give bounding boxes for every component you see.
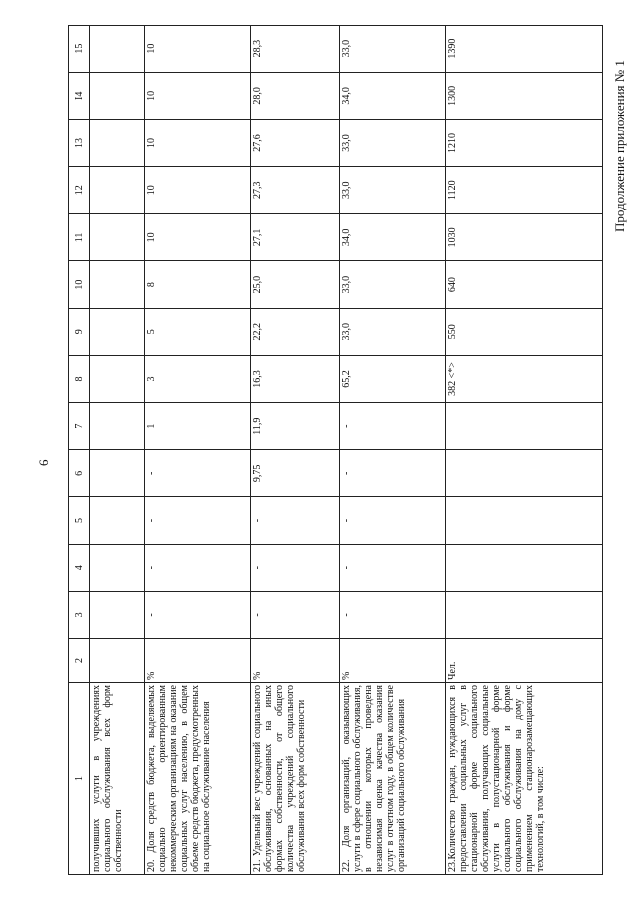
value-cell: -	[145, 450, 251, 497]
value-cell: 3	[145, 355, 251, 402]
value-cell	[90, 167, 145, 214]
value-cell: 5	[145, 308, 251, 355]
table-header-row	[69, 25, 90, 874]
appendix-continuation-note: Продолжение приложения № 1	[612, 60, 627, 232]
value-cell: 27,1	[251, 214, 340, 261]
value-cell: -	[145, 497, 251, 544]
value-cell	[90, 355, 145, 402]
value-cell: 8	[145, 261, 251, 308]
value-cell: -	[251, 591, 340, 638]
table-row	[145, 25, 251, 874]
value-cell: -	[340, 544, 446, 591]
column-header: 12	[69, 167, 90, 214]
table-body	[90, 25, 603, 874]
value-cell: 550	[446, 308, 603, 355]
value-cell: -	[340, 591, 446, 638]
indicator-cell: 22. Доля организаций, оказывающих услуги в сфере социального обслуживания, в отношении которых проведена независимая оценка качества оказания услуг в отчетном году, в общем количестве организаций социального обслуживания	[340, 683, 446, 875]
page-number: 6	[36, 459, 51, 466]
column-header: 11	[69, 214, 90, 261]
value-cell: 33,0	[340, 25, 446, 72]
unit-cell	[90, 639, 145, 683]
value-cell	[90, 544, 145, 591]
value-cell	[446, 497, 603, 544]
indicator-cell: 23.Количество граждан, нуждающихся в предоставлении социальных услуг в стационарной форме социального обслуживания, получающих социальные услуги в полустационарной форме социального обслуживания и форме социального обслуживания на дому с применением стационарозамещающих технологий, в том числе:	[446, 683, 603, 875]
value-cell: 27,3	[251, 167, 340, 214]
value-cell	[90, 450, 145, 497]
value-cell: 33,0	[340, 308, 446, 355]
value-cell	[90, 119, 145, 166]
table-row	[446, 25, 603, 874]
table-row	[251, 25, 340, 874]
value-cell	[90, 308, 145, 355]
column-header: 1	[69, 683, 90, 875]
column-header: 13	[69, 119, 90, 166]
value-cell	[446, 591, 603, 638]
table-row	[90, 25, 145, 874]
value-cell: 9,75	[251, 450, 340, 497]
value-cell: 22,2	[251, 308, 340, 355]
column-header: 9	[69, 308, 90, 355]
value-cell: 33,0	[340, 119, 446, 166]
column-header: 10	[69, 261, 90, 308]
value-cell: -	[251, 497, 340, 544]
value-cell: -	[145, 591, 251, 638]
value-cell: 10	[145, 25, 251, 72]
value-cell: -	[340, 403, 446, 450]
value-cell: 10	[145, 214, 251, 261]
column-header: 7	[69, 403, 90, 450]
value-cell	[90, 261, 145, 308]
value-cell	[90, 497, 145, 544]
value-cell: 27,6	[251, 119, 340, 166]
value-cell	[446, 403, 603, 450]
value-cell: 25,0	[251, 261, 340, 308]
value-cell: -	[251, 544, 340, 591]
value-cell: 1	[145, 403, 251, 450]
value-cell: 11,9	[251, 403, 340, 450]
column-header: 3	[69, 591, 90, 638]
value-cell: -	[340, 497, 446, 544]
value-cell	[90, 591, 145, 638]
table-row	[340, 25, 446, 874]
column-header: I4	[69, 72, 90, 119]
value-cell: 10	[145, 167, 251, 214]
unit-cell: Чел.	[446, 639, 603, 683]
unit-cell: %	[145, 639, 251, 683]
value-cell: 1210	[446, 119, 603, 166]
indicator-cell: получивших услуги в учреждениях социального обслуживания всех форм собственности	[90, 683, 145, 875]
value-cell	[90, 214, 145, 261]
value-cell: 1300	[446, 72, 603, 119]
value-cell: -	[145, 544, 251, 591]
indicator-cell: 20. Доля средств бюджета, выделяемых социально ориентированным некоммерческим организациям на оказание социальных услуг населению, в общем объеме средств бюджета, предусмотренных на социальное обслуживание населения	[145, 683, 251, 875]
value-cell: -	[340, 450, 446, 497]
value-cell: 65,2	[340, 355, 446, 402]
indicator-cell: 21. Удельный вес учреждений социального обслуживания, основанных на иных формах собственности, от общего количества учреждений социального обслуживания всех форм собственности	[251, 683, 340, 875]
value-cell: 28,0	[251, 72, 340, 119]
column-header: 15	[69, 25, 90, 72]
value-cell: 1120	[446, 167, 603, 214]
value-cell: 28,3	[251, 25, 340, 72]
indicators-table	[68, 25, 603, 875]
value-cell: 10	[145, 72, 251, 119]
value-cell: 1390	[446, 25, 603, 72]
value-cell	[90, 25, 145, 72]
value-cell	[90, 72, 145, 119]
value-cell: 1030	[446, 214, 603, 261]
value-cell	[446, 450, 603, 497]
column-header: 8	[69, 355, 90, 402]
value-cell: 10	[145, 119, 251, 166]
column-header: 2	[69, 639, 90, 683]
unit-cell: %	[251, 639, 340, 683]
value-cell: 33,0	[340, 261, 446, 308]
value-cell	[90, 403, 145, 450]
value-cell: 382 <*>	[446, 355, 603, 402]
column-header: 5	[69, 497, 90, 544]
value-cell: 34,0	[340, 214, 446, 261]
unit-cell: %	[340, 639, 446, 683]
value-cell: 34,0	[340, 72, 446, 119]
value-cell: 33,0	[340, 167, 446, 214]
indicators-table-wrapper	[68, 25, 603, 875]
value-cell: 16,3	[251, 355, 340, 402]
value-cell	[446, 544, 603, 591]
column-header: 4	[69, 544, 90, 591]
column-header: 6	[69, 450, 90, 497]
value-cell: 640	[446, 261, 603, 308]
